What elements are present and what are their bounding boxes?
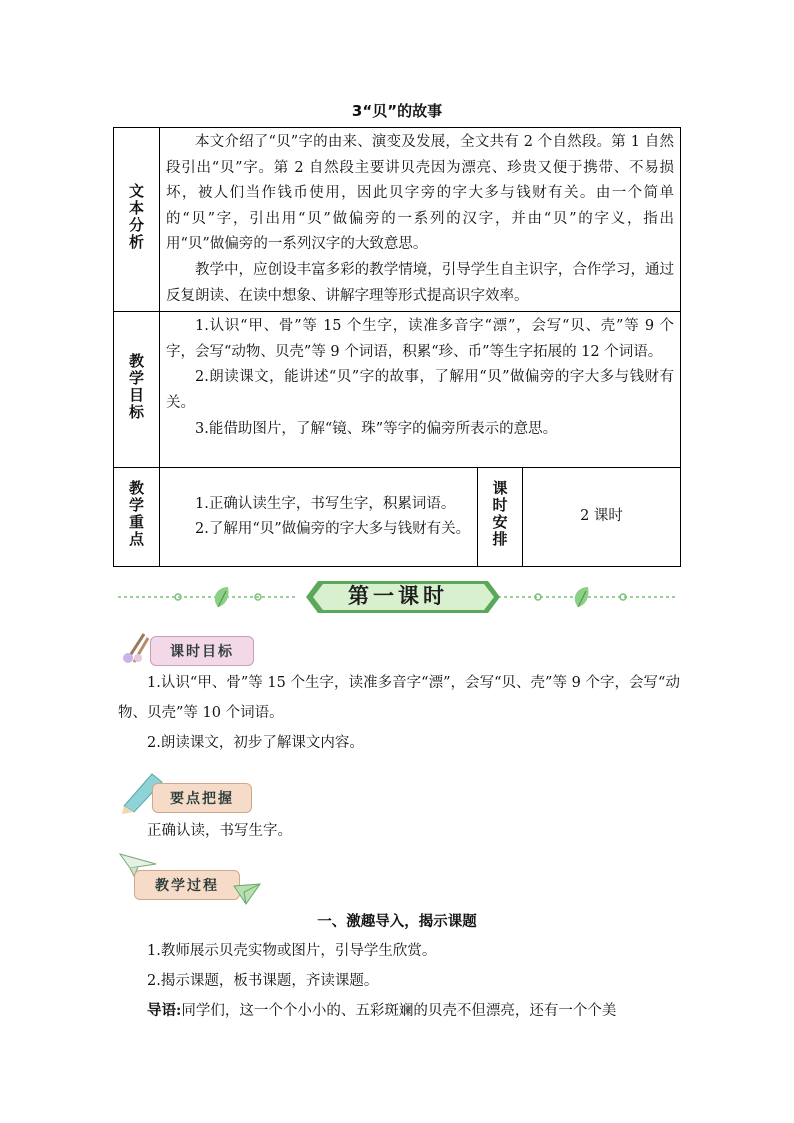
lesson-goal-2: 2.朗读课文，初步了解课文内容。 (147, 735, 364, 751)
text-analysis-paragraph-2: 教学中，应创设丰富多彩的教学情境，引导学生自主识字，合作学习，通过反复朗读、在读中想象、讲解字理等形式提高识字效率。 (166, 261, 674, 304)
paper-plane-icon (232, 880, 262, 906)
header-schedule (478, 468, 523, 567)
key-point-2: 2.了解用“贝”做偏旁的字大多与钱财有关。 (195, 521, 471, 538)
teaching-goals-content (160, 312, 681, 468)
text-analysis-paragraph-1: 本文介绍了“贝”字的由来、演变及发展，全文共有 2 个自然段。第 1 自然段引出“贝”字。第 2 自然段主要讲贝壳因为漂亮、珍贵又便于携带、不易损坏，被人们当作钱币使用，因此贝字旁的字大多与钱财有关。由一个简单的“贝”字，引出用“贝”做偏旁的一系列的汉字，并由“贝”的字义，指出用“贝”做偏旁的一系列汉字的大致意思。 (166, 134, 674, 253)
teaching-process-tag: 教学过程 (134, 870, 240, 900)
teaching-goal-2: 2.朗读课文，能讲述“贝”字的故事，了解用“贝”做偏旁的字大多与钱财有关。 (166, 369, 674, 411)
leaf-icon (175, 587, 261, 607)
lead-text: 同学们，这一个个小小的、五彩斑斓的贝壳不但漂亮，还有一个个美 (181, 1003, 617, 1019)
lead-label: 导语: (147, 1002, 182, 1019)
header-key-points-label: 教学重点 (128, 479, 144, 549)
header-teaching-goals (114, 312, 160, 468)
header-key-points (114, 468, 160, 567)
process-heading: 一、激趣导入，揭示课题 (317, 914, 477, 930)
teaching-goal-1: 1.认识“甲、骨”等 15 个生字，读准多音字“漂”，会写“贝、壳”等 9 个字，会写“动物、贝壳”等 9 个词语，积累“珍、币”等生字拓展的 12 个词语。 (166, 318, 674, 360)
lesson-goals-section (118, 668, 680, 758)
process-step-1: 1.教师展示贝壳实物或图片，引导学生欣赏。 (147, 943, 437, 959)
key-points-tag: 要点把握 (152, 783, 252, 813)
text-analysis-content (160, 128, 681, 312)
table-row-text-analysis (114, 128, 681, 312)
table-row-teaching-goals (114, 312, 681, 468)
key-points-text: 正确认读，书写生字。 (147, 823, 292, 839)
header-text-analysis-label: 文本分析 (128, 181, 144, 251)
lesson-goal-1: 1.认识“甲、骨”等 15 个生字，读准多音字“漂”，会写“贝、壳”等 9 个字，会写“动物、贝壳”等 10 个词语。 (118, 675, 680, 721)
header-schedule-label: 课时安排 (492, 479, 508, 549)
header-teaching-goals-label: 教学目标 (128, 351, 144, 421)
teaching-goal-3: 3.能借助图片，了解“镜、珠”等字的偏旁所表示的意思。 (195, 420, 558, 437)
table-row-key-points (114, 468, 681, 567)
lesson-banner-text: 第一课时 (348, 584, 448, 608)
document-title: 3“贝”的故事 (351, 102, 443, 120)
key-points-section (118, 816, 680, 846)
lesson-analysis-table (113, 127, 681, 567)
teaching-process-section (118, 936, 680, 1026)
key-point-1: 1.正确认读生字，书写生字，积累词语。 (195, 495, 456, 512)
process-step-2: 2.揭示课题，板书课题，齐读课题。 (147, 973, 379, 989)
lead-paragraph (118, 996, 680, 1026)
lesson-goals-tag: 课时目标 (150, 636, 254, 666)
schedule-value: 2 课时 (523, 468, 681, 567)
header-text-analysis (114, 128, 160, 312)
key-points-content (160, 468, 478, 567)
